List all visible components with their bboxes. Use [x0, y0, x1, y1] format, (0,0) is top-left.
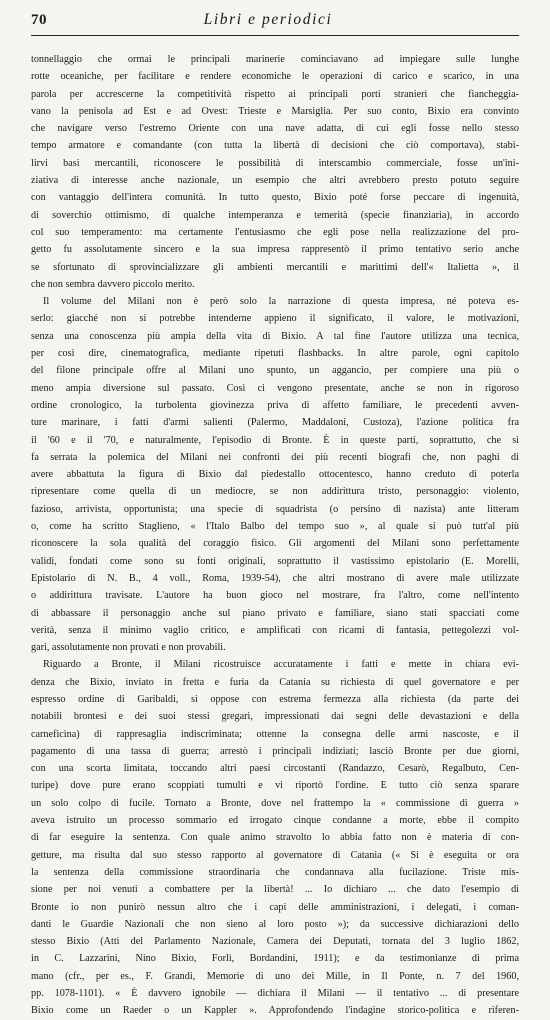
text-line: tonnellaggio che ormai le principali marinerie cominciavano ad impiegare sulle lunghe: [31, 54, 519, 65]
text-line: stesso Bixio (Atti del Parlamento Nazionale, Camera dei Deputati, tornata del 3 luglio 1862,: [31, 936, 519, 948]
text-line: pp. 1078-1101). « È davvero ignobile — dichiara il Milani — il tentativo ... di presentare: [31, 988, 519, 1000]
text-line: aveva istruito un processo sommario ed irrogato cinque condanne a morte, ebbe il compito: [31, 815, 519, 827]
text-line: o addirittura travisate. L'autore ha buon gioco nel mostrare, fra l'altro, come nell'intento: [31, 590, 519, 602]
text-line: danti le Guardie Nazionali che non sieno al loro posto »); da successive dichiarazioni dello: [31, 918, 519, 930]
text-line: ziativa di interesse anche nazionale, un esempio che altri avrebbero presto potuto seguire: [31, 175, 519, 187]
text-line: per così dire, cinematografica, mediante ripetuti flashbacks. In altre parole, ogni capitolo: [31, 348, 519, 360]
text-line: la sentenza della commissione straordinaria che condannava alla fucilazione. Triste mis-: [31, 866, 519, 878]
text-line: con una scorta limitata, toccando altri paesi circostanti (Randazzo, Cesarò, Regalbuto, Cen-: [31, 763, 519, 775]
text-line: denza che Bixio, inviato in fretta e furia da Catania su richiesta di quel governatore e per: [31, 676, 519, 688]
text-line: di abbassare il personaggio anche sul piano privato e familiare, siano stati spacciati come: [31, 607, 519, 619]
text-line: di far eseguire la sentenza. Con quale animo stravolto lo abbia fatto non è materia di con-: [31, 832, 519, 844]
text-line: ripresentare come quella di un mediocre, se non addirittura tristo, personaggio: violento,: [31, 486, 519, 498]
body-text: [31, 51, 519, 1020]
text-line: notabili brontesi e dei suoi stessi gregari, impressionati dai segni delle devastazioni e della: [31, 711, 519, 723]
page-number: 70: [31, 12, 47, 28]
text-line: Bixio come un Raeder o un Kappler ». Approfondendo l'indagine storico-politica e riferen-: [31, 1005, 519, 1017]
text-line: che navigare verso l'estremo Oriente con una nave adatta, di cui egli fosse nello stesso: [31, 123, 519, 135]
page-header: [31, 11, 519, 33]
text-line: tempo armatore e comandante (con tutta la libertà di decisioni che ciò comportava), stabi-: [31, 140, 519, 152]
text-line: espresso ordine di Garibaldi, si oppose con estrema fermezza alla richiesta (da parte dei: [31, 693, 519, 705]
text-line: rotte oceaniche, per facilitare e rendere economiche le operazioni di carico e scarico, in una: [31, 71, 519, 83]
text-line: serlo: giacché non si potrebbe intenderne appieno il significato, il valore, le motivazioni,: [31, 313, 519, 325]
text-line: verità, senza il minimo vaglio critico, e amplificati con ricami di fantasia, pettegolezzi vol-: [31, 624, 519, 636]
text-line: fazioso, arrivista, opportunista; una specie di squadrista (o persino di nazista) ante litteram: [31, 503, 519, 515]
text-line: parola per accrescerne la competitività rispetto ai principali porti stranieri che fiancheggia-: [31, 88, 519, 100]
text-line: carneficina) di rappresaglia indiscriminata; ottenne la consegna delle armi nascoste, e il: [31, 728, 519, 740]
text-line: getto fu assolutamente sincero e la sua impresa rappresentò il primo tentativo serio anche: [31, 244, 519, 256]
text-line: gari, assolutamente non provati e non provabili.: [31, 642, 226, 654]
text-line: sione per noi venuti a combattere per la libertà! ... Io dichiaro ... che dato l'esempio di: [31, 884, 519, 896]
text-line: ordine cronologico, la turbolenta giovinezza priva di affetto familiare, le precedenti avven-: [31, 399, 519, 411]
text-line: riconoscere la sola qualità del coraggio fisico. Gli argomenti del Milani sono perfettamente: [31, 538, 519, 550]
text-line: con vantaggio dell'intera comunità. In tutto questo, Bixio poté forse peccare di ingenuità,: [31, 192, 519, 204]
text-line: avere abbattuta la figura di Bixio dal piedestallo ottocentesco, hanno creduto di poterla: [31, 469, 519, 481]
text-line: che non sembra davvero piccolo merito.: [31, 278, 195, 290]
text-line: pagamento di una tassa di guerra; arrestò i principali indiziati; lasciò Bronte per due giorni,: [31, 745, 519, 757]
text-line: validi, fondati come sono su fonti originali, soprattutto il vastissimo epistolario (E. Morelli,: [31, 555, 519, 567]
text-line: di soverchio ottimismo, di qualche intemperanza e temerità (specie finanziaria), in accordo: [31, 209, 519, 221]
text-line: Bronte io non punirò nessun altro che i capi delle amministrazioni, i delegati, i coman-: [31, 901, 519, 913]
text-line: se sfortunato di sprovincializzare gli ambienti mercantili e marittimi dell'« Italietta », il: [31, 261, 519, 273]
text-line: il '60 e il '70, e naturalmente, l'episodio di Bronte. È in queste parti, soprattutto, che si: [31, 434, 519, 446]
text-line: col suo temperamento: ma certamente l'entusiasmo che egli pose nella realizzazione del pro-: [31, 226, 519, 238]
text-line: fa serrata la polemica del Milani nei confronti dei più recenti biografi che, non paghi di: [31, 451, 519, 463]
text-line: Riguardo a Bronte, il Milani ricostruisce accuratamente i fatti e mette in chiara evi-: [43, 659, 519, 671]
text-line: del filone principale offre al Milani uno spunto, un aggancio, per compiere una più o: [31, 365, 519, 377]
text-line: turipe) dove pure erano scoppiati tumulti e vi riportò l'ordine. E tutto ciò senza sparare: [31, 780, 519, 792]
text-line: meno ampia diversione sul passato. Così ci vengono presentate, anche se non in rigoroso: [31, 382, 519, 394]
text-line: vano la penisola ad Est e ad Ovest: Trieste e Marsiglia. Per suo conto, Bixio era convinto: [31, 105, 519, 117]
text-line: un solo colpo di fucile. Tornato a Bronte, dove nel frattempo la « commissione di guerra »: [31, 797, 519, 809]
header-rule: [31, 35, 519, 36]
text-line: mano (cfr., per es., F. Grandi, Memorie di uno dei Mille, in Il Ponte, n. 7 del 1960,: [31, 970, 519, 982]
text-line: Il volume del Milani non è però solo la narrazione di questa impresa, né poteva es-: [43, 296, 519, 308]
text-line: Epistolario di N. B., 4 voll., Roma, 1939-54), che altri mostrano di avere male utilizzate: [31, 572, 519, 584]
text-line: in C. Lazzarini, Nino Bixio, Forlì, Bordandini, 1911); e da testimonianze di prima: [31, 953, 519, 965]
text-line: ture marinare, i fatti d'armi salienti (Palermo, Maddaloni, Custoza), l'azione politica fra: [31, 417, 519, 429]
text-line: getture, ma risulta dal suo stesso rapporto al governatore di Catania (« Si è eseguita or ora: [31, 849, 519, 861]
text-line: o, come ha scritto Staglieno, « l'Italo Balbo del tempo suo », al quale si può tutt'al più: [31, 521, 519, 533]
running-title: Libri e periodici: [203, 11, 333, 28]
text-line: lirvi basi mercantili, riconoscere le possibilità di interscambio commerciale, fosse un'ini-: [31, 157, 519, 169]
text-line: senza una conoscenza più ampia della vita di Bixio. A tal fine l'autore utilizza una tecnica,: [31, 330, 519, 342]
